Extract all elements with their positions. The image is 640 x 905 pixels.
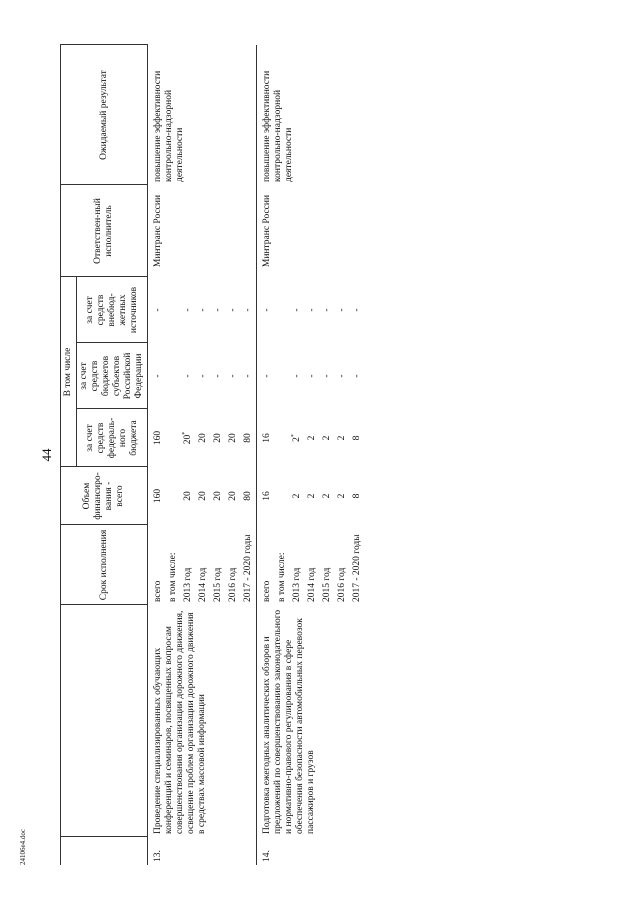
extra-cell: - (148, 277, 167, 343)
total-cell: 2 (292, 493, 302, 499)
table-row (148, 45, 167, 865)
header-federal: за счет средств федераль-ного бюджета (77, 409, 148, 467)
federal-value: 2 (322, 435, 332, 441)
federal-cell (320, 409, 335, 467)
program-table (60, 45, 365, 866)
federal-cell (335, 409, 350, 467)
period-cell: 2017 - 2020 годы (243, 534, 253, 602)
item-title: Подготовка ежегодных аналитических обзоров и предложений по совершенствованию законодательного и нормативно-правового регулирования в сфере обеспечения безопасности автомобильных перевозок пассажиров и грузов (257, 605, 366, 837)
header-number (61, 837, 148, 865)
total-cell: 20 (183, 491, 193, 501)
extra-cell: - (198, 308, 208, 312)
extra-cell: - (337, 308, 347, 312)
period-cell: 2015 год (322, 567, 332, 602)
extra-cell: - (213, 308, 223, 312)
period-cell: 2014 год (307, 567, 317, 602)
federal-value: 2 (292, 437, 302, 442)
federal-cell (196, 409, 211, 467)
period-cell: 2017 - 2020 годы (352, 534, 362, 602)
document-code: 24106e4.doc (19, 829, 27, 865)
header-including: В том числе (61, 277, 77, 467)
federal-cell (241, 409, 257, 467)
regional-cell: - (352, 374, 362, 378)
federal-cell (148, 409, 167, 467)
responsible-cell: Минтранс России (148, 185, 257, 277)
total-cell: 20 (198, 491, 208, 501)
regional-cell: - (228, 374, 238, 378)
extra-cell: - (322, 308, 332, 312)
header-extra: за счет средств внебюд-жетных источников (77, 277, 148, 343)
federal-value: 20 (198, 433, 208, 443)
total-cell: 2 (307, 493, 317, 499)
regional-cell (166, 343, 181, 409)
extra-cell: - (228, 308, 238, 312)
regional-cell: - (243, 374, 253, 378)
regional-cell: - (213, 374, 223, 378)
federal-cell (275, 409, 290, 467)
extra-cell: - (307, 308, 317, 312)
header-total: Объем финансиро-вания - всего (61, 467, 148, 525)
period-cell: в том числе: (168, 552, 178, 602)
total-cell: 160 (148, 467, 167, 525)
federal-value: 160 (153, 430, 163, 446)
result-cell: повышение эффективности контрольно-надзорной деятельности (257, 45, 366, 185)
total-cell: 8 (352, 493, 362, 499)
footnote-mark: * (290, 434, 297, 438)
federal-value: 8 (352, 435, 362, 441)
federal-value: 20 (213, 433, 223, 443)
table-row (257, 45, 276, 865)
footnote-mark: * (181, 431, 188, 435)
regional-cell: - (322, 374, 332, 378)
federal-cell (305, 409, 320, 467)
header-responsible: Ответствен-ный исполнитель (61, 185, 148, 277)
total-cell: 20 (228, 491, 238, 501)
regional-cell: - (183, 374, 193, 378)
federal-value: 20 (228, 433, 238, 443)
total-cell: 16 (257, 467, 276, 525)
extra-cell: - (243, 308, 253, 312)
extra-cell (166, 277, 181, 343)
responsible-cell: Минтранс России (257, 185, 366, 277)
federal-cell (290, 409, 305, 467)
extra-cell: - (257, 277, 276, 343)
period-cell: 2016 год (228, 567, 238, 602)
total-cell: 2 (322, 493, 332, 499)
federal-cell (226, 409, 241, 467)
period-cell: 2013 год (292, 567, 302, 602)
federal-value: 2 (337, 435, 347, 441)
total-cell: 80 (243, 491, 253, 501)
period-cell: 2014 год (198, 567, 208, 602)
regional-cell: - (198, 374, 208, 378)
total-cell (275, 467, 290, 525)
period-cell: 2013 год (183, 567, 193, 602)
regional-cell (275, 343, 290, 409)
period-cell: всего (257, 525, 276, 605)
regional-cell: - (292, 374, 302, 378)
federal-value: 20 (183, 434, 193, 445)
header-period: Срок исполнения (61, 525, 148, 605)
regional-cell: - (148, 343, 167, 409)
rotated-table-container (60, 45, 600, 865)
regional-cell: - (307, 374, 317, 378)
extra-cell (275, 277, 290, 343)
federal-value: 16 (262, 433, 272, 443)
header-regional: за счет средств бюджетов субъектов Российской Федерации (77, 343, 148, 409)
federal-cell (350, 409, 365, 467)
period-cell: в том числе: (277, 552, 287, 602)
period-cell: 2015 год (213, 567, 223, 602)
federal-value: 80 (243, 433, 253, 443)
total-cell: 20 (213, 491, 223, 501)
period-cell: всего (148, 525, 167, 605)
total-cell (166, 467, 181, 525)
total-cell: 2 (337, 493, 347, 499)
table-header (61, 45, 148, 865)
federal-cell (166, 409, 181, 467)
extra-cell: - (183, 308, 193, 312)
regional-cell: - (337, 374, 347, 378)
regional-cell: - (257, 343, 276, 409)
item-number: 13. (148, 837, 257, 865)
result-cell: повышение эффективности контрольно-надзорной деятельности (148, 45, 257, 185)
federal-value: 2 (307, 435, 317, 441)
header-name (61, 605, 148, 837)
page-number: 44 (39, 448, 54, 462)
table-body (148, 45, 366, 865)
federal-cell (257, 409, 276, 467)
item-title: Проведение специализированных обучающих конференций и семинаров, посвященных вопросам совершенствования организации дорожного движения, освещение проблем организации дорожного движения в средствах массовой информации (148, 605, 257, 837)
item-number: 14. (257, 837, 366, 865)
header-result: Ожидаемый результат (61, 45, 148, 185)
federal-cell (211, 409, 226, 467)
extra-cell: - (352, 308, 362, 312)
federal-cell (181, 409, 196, 467)
period-cell: 2016 год (337, 567, 347, 602)
extra-cell: - (292, 308, 302, 312)
